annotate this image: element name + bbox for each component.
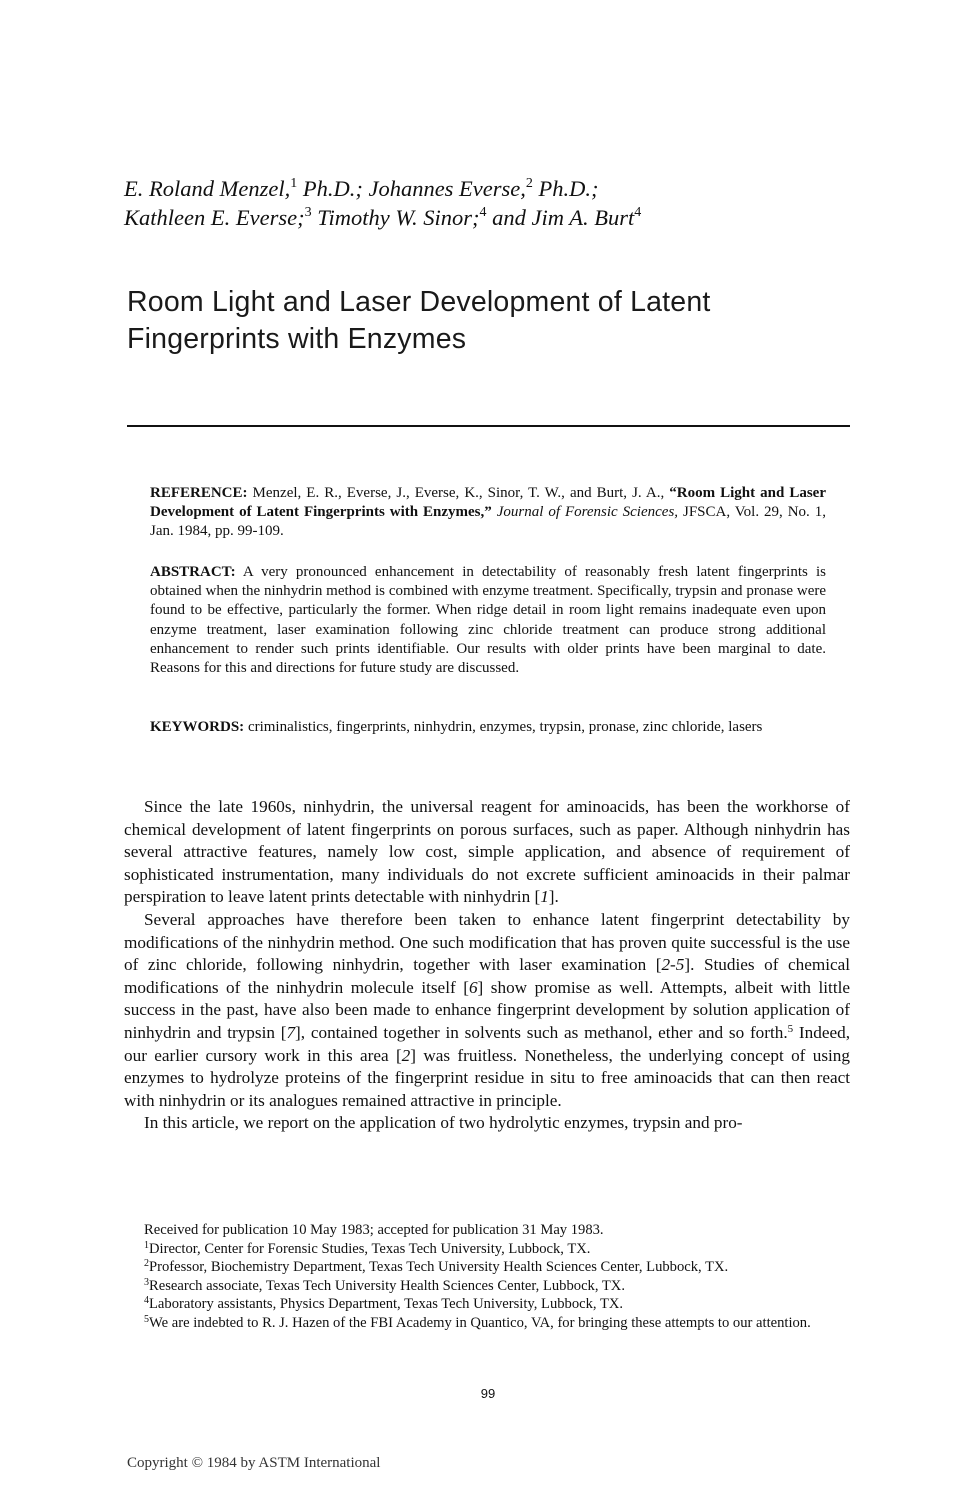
footnote: $^4$Laboratory assistants, Physics Department, Texas Tech University, Lubbock, TX. <box>144 1295 624 1313</box>
citation: 7 <box>286 1022 296 1042</box>
author-name: and Jim A. Burt <box>486 205 635 230</box>
body-paragraph-2: Several approaches have therefore been taken to enhance latent fingerprint detectability by modifications of the ninhydrin method. One such modification that has proven quite successful is the use of zinc chloride, following ninhydrin, together with laser examination [2-5]. Studies of chemical modifications of the ninhydrin molecule itself [6] show promise as well. Attempts, albeit with little success in the past, have also been made to enhance fingerprint development by solution application of ninhydrin and trypsin [7], contained together in solvents such as methanol, ether and so forth.$^5$ Indeed, our earlier cursory work in this area [2] was fruitless. Nonetheless, the underlying concept of using enzymes to hydrolyze proteins of the fingerprint residue in situ to free aminoacids that can then react with ninhydrin or its analogues remained attractive in principle. <box>124 909 850 1110</box>
title-line-1: Room Light and Laser Development of Latent <box>127 286 711 318</box>
abstract-block <box>150 563 826 678</box>
citation: 2 <box>401 1045 411 1065</box>
author-line-1 <box>124 174 864 203</box>
footnote-number: 5 <box>144 1313 149 1325</box>
footnote: $^3$Research associate, Texas Tech University Health Sciences Center, Lubbock, TX. <box>144 1276 625 1294</box>
footnotes <box>124 1221 850 1333</box>
author-line-2 <box>124 203 864 232</box>
citation: 6 <box>468 977 478 997</box>
author-name: Timothy W. Sinor; <box>311 205 480 230</box>
reference-journal: Journal of Forensic Sciences, <box>491 504 679 521</box>
reference-block <box>150 484 826 542</box>
affiliation-marker: 4 <box>634 205 642 220</box>
abstract-text: A very pronounced enhancement in detectability of reasonably fresh latent fingerprints is obtained when the ninhydrin method is combined with enzyme treatment. Specifically, trypsin and pronase were found to be effective, particularly the former. When ridge detail in room light remains inadequate even upon enzyme treatment, laser examination following zinc chloride treatment can produce strong additional enhancement to render such prints identifiable. Our results with older prints have been marginal to date. Reasons for this and directions for future study are discussed. <box>150 564 826 677</box>
affiliation-marker: 1 <box>290 176 298 191</box>
reference-label: REFERENCE: <box>150 485 248 501</box>
copyright-notice: Copyright © 1984 by ASTM International <box>127 1455 381 1471</box>
footnote-number: 1 <box>144 1239 149 1251</box>
footnote: $^2$Professor, Biochemistry Department, Texas Tech University Health Sciences Center, Lubbock, TX. <box>144 1258 729 1276</box>
body-text <box>124 796 850 1135</box>
citation: 1 <box>540 887 549 907</box>
abstract-label: ABSTRACT: <box>150 564 236 580</box>
title-line-2: Fingerprints with Enzymes <box>127 323 467 355</box>
affiliation-marker: 2 <box>525 176 533 191</box>
citation: 2-5 <box>661 955 685 975</box>
footnote: $^5$We are indebted to R. J. Hazen of the FBI Academy in Quantico, VA, for bringing these attempts to our attention. <box>144 1313 811 1331</box>
author-name: Ph.D.; Johannes Everse, <box>297 176 526 201</box>
keywords-text: criminalistics, fingerprints, ninhydrin, enzymes, trypsin, pronase, zinc chloride, lasers <box>244 719 763 735</box>
body-paragraph-1: Since the late 1960s, ninhydrin, the universal reagent for aminoacids, has been the workhorse of chemical development of latent fingerprints on porous surfaces, such as paper. Although ninhydrin has several attractive features, namely low cost, simple application, and absence of requirement of sophisticated instrumentation, many individuals do not excrete sufficient aminoacids in their palmar perspiration to leave latent prints detectable with ninhydrin [1]. <box>124 797 850 907</box>
author-name: Kathleen E. Everse; <box>124 205 305 230</box>
affiliation-marker: 3 <box>304 205 312 220</box>
author-name: E. Roland Menzel, <box>124 176 291 201</box>
reference-details: JFSCA, Vol. 29, No. 1, Jan. 1984, pp. 99-109. <box>150 504 826 540</box>
author-name: Ph.D.; <box>532 176 599 201</box>
reference-article-title: “Room Light and Laser Development of Latent Fingerprints with Enzymes,” <box>150 485 826 521</box>
footnote-number: 3 <box>144 1276 149 1288</box>
title-divider <box>127 425 850 427</box>
footnote-marker: 5 <box>787 1022 794 1035</box>
paper-title <box>127 284 847 358</box>
received-note: Received for publication 10 May 1983; accepted for publication 31 May 1983. <box>144 1222 604 1238</box>
page-number: 99 <box>480 1386 496 1401</box>
keywords-label: KEYWORDS: <box>150 719 245 735</box>
reference-authors: Menzel, E. R., Everse, J., Everse, K., Sinor, T. W., and Burt, J. A., <box>247 485 670 501</box>
author-list <box>124 174 864 232</box>
affiliation-marker: 4 <box>479 205 487 220</box>
footnote-number: 2 <box>144 1258 149 1270</box>
keywords-block <box>150 718 826 737</box>
body-paragraph-3: In this article, we report on the application of two hydrolytic enzymes, trypsin and pro- <box>144 1113 743 1133</box>
footnote-number: 4 <box>144 1295 149 1307</box>
footnote: $^1$Director, Center for Forensic Studies, Texas Tech University, Lubbock, TX. <box>144 1239 591 1257</box>
